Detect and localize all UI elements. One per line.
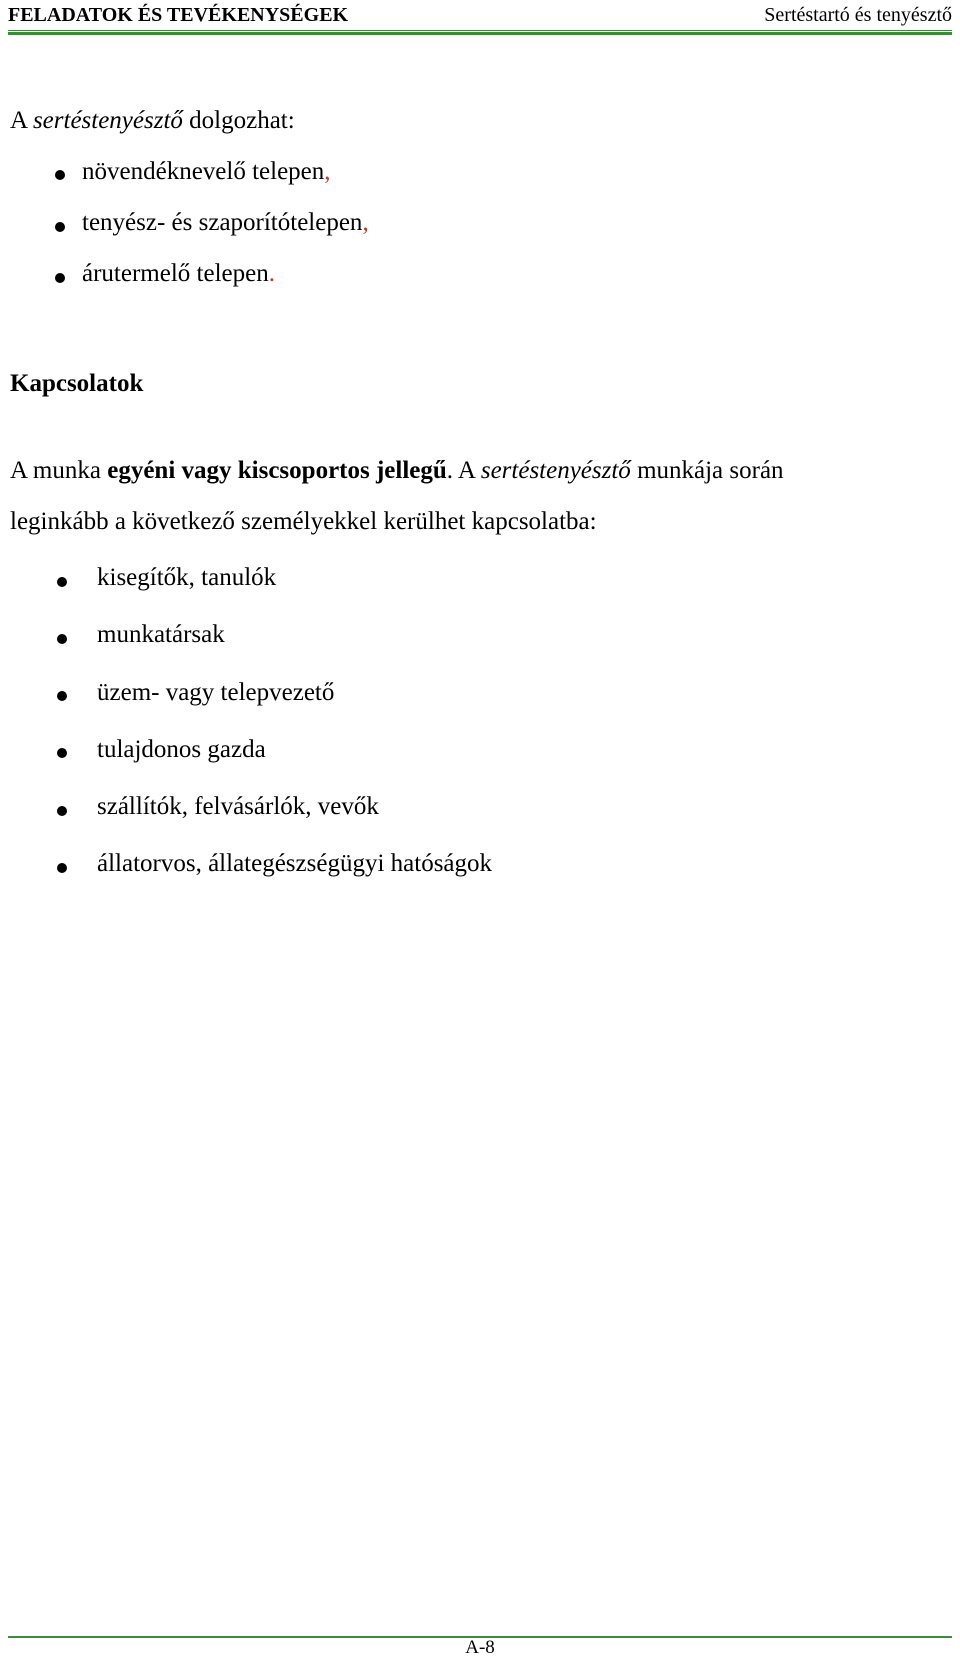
header-divider bbox=[8, 30, 952, 35]
bullet-icon bbox=[55, 222, 65, 232]
bullet-icon bbox=[55, 170, 65, 180]
workplace-text: árutermelő telepen bbox=[82, 260, 269, 287]
intro-italic-term: sertéstenyésztő bbox=[32, 107, 183, 134]
bullet-icon bbox=[57, 634, 67, 644]
paragraph-line-1 bbox=[10, 456, 784, 486]
workplace-text: növendéknevelő telepen bbox=[82, 158, 325, 185]
intro-line bbox=[10, 106, 295, 136]
intro-suffix: dolgozhat: bbox=[182, 107, 295, 134]
header-document-title: Sertéstartó és tenyésztő bbox=[764, 4, 952, 26]
page-header bbox=[8, 0, 952, 34]
contact-item: üzem- vagy telepvezető bbox=[97, 679, 335, 706]
workplace-item bbox=[82, 208, 369, 238]
workplace-text: tenyész- és szaporítótelepen bbox=[82, 209, 363, 236]
section-heading: Kapcsolatok bbox=[10, 370, 144, 397]
paragraph-line-2: leginkább a következő személyekkel kerülhet kapcsolatba: bbox=[10, 508, 597, 535]
paragraph-text: munkája során bbox=[630, 457, 784, 484]
workplace-punct: . bbox=[268, 260, 275, 287]
contact-item: szállítók, felvásárlók, vevők bbox=[97, 793, 379, 820]
contact-item: tulajdonos gazda bbox=[97, 736, 266, 763]
bullet-icon bbox=[57, 691, 67, 701]
bullet-icon bbox=[57, 577, 67, 587]
paragraph-italic: sertéstenyésztő bbox=[480, 457, 631, 484]
workplace-item bbox=[82, 259, 275, 289]
paragraph-text: A munka bbox=[10, 457, 108, 484]
workplace-punct: , bbox=[362, 209, 369, 236]
bullet-icon bbox=[57, 806, 67, 816]
bullet-icon bbox=[57, 748, 67, 758]
contact-item: kisegítők, tanulók bbox=[97, 564, 277, 591]
workplace-punct: , bbox=[324, 158, 331, 185]
bullet-icon bbox=[55, 273, 65, 283]
contact-item: állatorvos, állategészségügyi hatóságok bbox=[97, 850, 493, 877]
intro-prefix: A bbox=[10, 107, 33, 134]
paragraph-text: . A bbox=[446, 457, 481, 484]
header-chapter-title: FELADATOK ÉS TEVÉKENYSÉGEK bbox=[8, 4, 349, 26]
page-number: A-8 bbox=[465, 1637, 495, 1658]
contact-item: munkatársak bbox=[97, 621, 225, 648]
workplace-item bbox=[82, 157, 331, 187]
bullet-icon bbox=[57, 863, 67, 873]
paragraph-bold: egyéni vagy kiscsoportos jellegű bbox=[107, 457, 447, 484]
